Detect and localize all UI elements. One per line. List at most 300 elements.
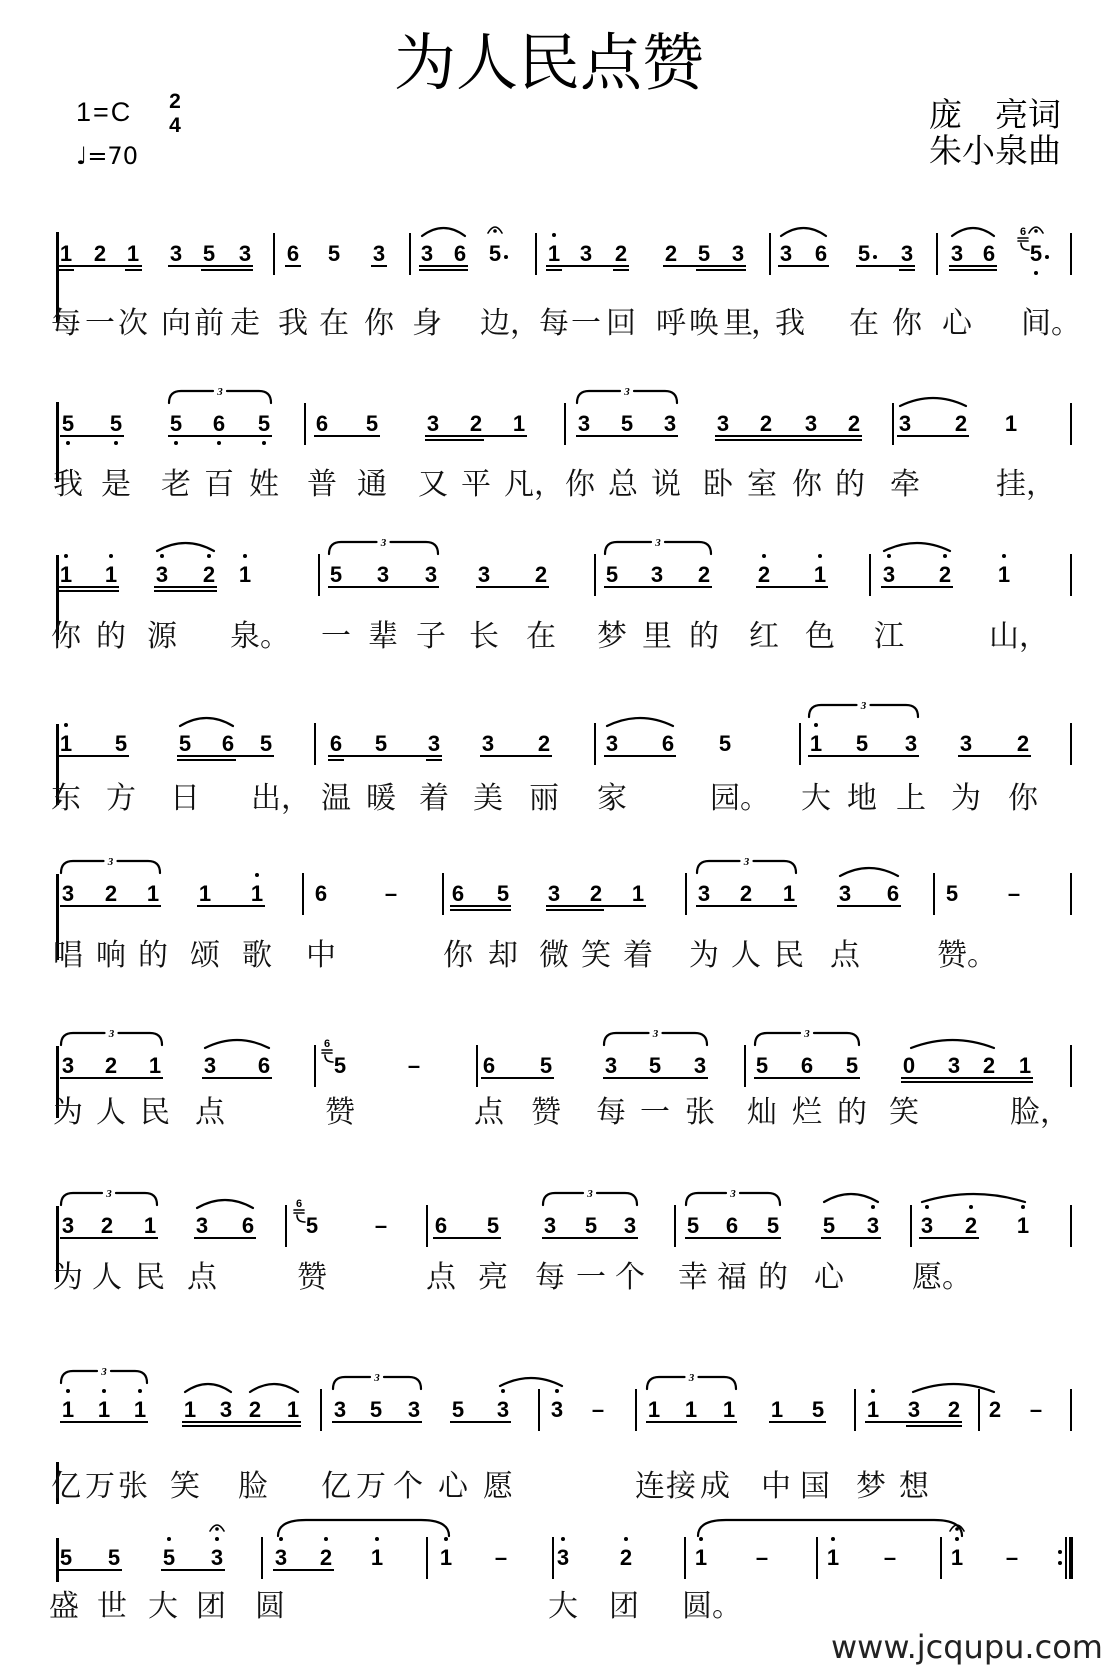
lyric-char: 的 [689,619,719,654]
note: 1 [809,731,823,756]
note: 6 [286,241,300,266]
note: 2 [469,411,483,436]
note: 3 [496,1397,510,1422]
note: 2 [757,562,771,587]
lyric-char: 。 [942,1260,972,1295]
lyric-char: 张 [685,1095,715,1130]
triplet-label: 3 [101,1366,107,1378]
lyric-char: 万 [85,1469,115,1504]
lyric-char: 团 [196,1589,226,1624]
lyric-char: 边 [480,306,510,341]
lyric-char: ， [751,306,781,341]
note: 1 [198,881,212,906]
note: 3 [210,1545,224,1570]
triplet-label: 3 [587,1188,593,1200]
sustain-dash: – [407,1053,421,1078]
lyric-char: 一 [576,1260,606,1295]
note: 1 [512,411,526,436]
note: 6 [982,241,996,266]
slur-icon [884,543,950,551]
note: 3 [779,241,793,266]
lyric-char: 为 [53,1260,83,1295]
note: 3 [543,1213,557,1238]
time-signature-denominator: 4 [169,114,181,137]
note: 1 [647,1397,661,1422]
note: 1 [770,1397,784,1422]
lyric-char: 个 [615,1260,645,1295]
note: 3 [169,241,183,266]
lyric-char: 我 [278,306,308,341]
note: 1 [59,241,73,266]
lyric-char: 江 [874,619,904,654]
lyric-char: 幸 [678,1260,708,1295]
lyric-char: 点 [830,938,860,973]
note: 2 [104,1053,118,1078]
time-signature-numerator: 2 [169,90,181,113]
note: 2 [93,241,107,266]
note: 5 [333,1053,347,1078]
slur-icon [500,1378,562,1386]
note: 3 [427,731,441,756]
sustain-dash: – [374,1213,388,1238]
lyric-char: 大 [148,1589,178,1624]
lyric-char: 亮 [478,1260,508,1295]
note: 1 [631,881,645,906]
note: 2 [954,411,968,436]
lyric-char: 民 [135,1260,165,1295]
lyric-char: 次 [118,306,148,341]
note: 6 [329,731,343,756]
note: 5 [169,411,183,436]
note: 3 [898,411,912,436]
grace-underline [322,1050,332,1053]
slur-icon [180,718,233,726]
note: 3 [604,1053,618,1078]
lyric-char: 向 [161,306,191,341]
note: 5 [755,1053,769,1078]
lyric-char: 身 [412,306,442,341]
lyric-char: 平 [461,467,491,502]
lyric-char: 里 [723,306,753,341]
note: 3 [623,1213,637,1238]
lyric-char: 温 [321,781,351,816]
lyric-char: 笑 [889,1095,919,1130]
lyric-char: ， [1019,619,1049,654]
note: 3 [866,1213,880,1238]
note: 1 [1016,1213,1030,1238]
lyric-char: 大 [801,781,831,816]
lyric-char: 我 [53,467,83,502]
notation-marks-layer [0,1340,1118,1430]
note: 3 [900,241,914,266]
sustain-dash: – [384,881,398,906]
notation-marks-layer [0,996,1118,1086]
lyric-char: 普 [307,467,337,502]
note: 5 [486,1213,500,1238]
lyric-char: 连 [635,1469,665,1504]
lyric-char: 的 [758,1260,788,1295]
note: 5 [327,241,341,266]
note: 5 [374,731,388,756]
slur-icon [422,228,465,236]
note: 1 [1004,411,1018,436]
lyric-char: 暖 [366,781,396,816]
lyric-char: 你 [565,467,595,502]
triplet-label: 3 [804,1028,810,1040]
lyric-char: 赞 [297,1260,327,1295]
lyric-char: 赞 [325,1095,355,1130]
note: 5 [584,1213,598,1238]
lyric-char: 出 [251,781,281,816]
note: 5 [857,241,871,266]
lyric-char: 的 [96,619,126,654]
note: 1 [866,1397,880,1422]
note: 1 [143,1213,157,1238]
lyric-char: 姓 [249,467,279,502]
lyric-char: ， [1040,1095,1070,1130]
lyric-char: 红 [749,619,779,654]
note: 5 [766,1213,780,1238]
sustain-dash: – [883,1545,897,1570]
grace-underline [1018,238,1028,241]
lyric-char: 。 [967,938,997,973]
note: 3 [407,1397,421,1422]
lyric-char: 你 [364,306,394,341]
triplet-label: 3 [743,856,750,868]
lyric-char: 回 [606,306,636,341]
note: 6 [221,731,235,756]
note: 2 [537,731,551,756]
triplet-label: 3 [108,1028,115,1040]
note: 6 [800,1053,814,1078]
note: 3 [731,241,745,266]
note: 2 [1016,731,1030,756]
note: 5 [488,241,502,266]
note: 1 [370,1545,384,1570]
lyric-char: 国 [800,1469,830,1504]
lyric-char: 里 [642,619,672,654]
triplet-label: 3 [217,386,223,398]
note: 3 [838,881,852,906]
note: 2 [964,1213,978,1238]
note: 1 [1018,1053,1032,1078]
notation-marks-layer [0,674,1118,764]
slur-icon [781,228,826,236]
lyric-char: 世 [97,1589,127,1624]
lyricist-credit: 庞 亮词 [929,95,1061,134]
note: 1 [782,881,796,906]
lyric-char: 点 [187,1260,217,1295]
grace-note: 6 [323,1038,331,1050]
note: 1 [61,1397,75,1422]
lyric-char: 你 [51,619,81,654]
note: 1 [286,1397,300,1422]
note: 5 [365,411,379,436]
notation-marks-layer [0,184,1118,274]
lyric-char: 梦 [856,1469,886,1504]
note: 2 [619,1545,633,1570]
lyric-char: 心 [942,306,972,341]
note: 3 [959,731,973,756]
lyric-char: 的 [835,467,865,502]
note: 6 [315,411,329,436]
lyric-char: 微 [539,938,569,973]
grace-note: 6 [295,1198,303,1210]
note: 1 [684,1397,698,1422]
note: 6 [257,1053,271,1078]
note: 5 [855,731,869,756]
lyric-char: 通 [357,467,387,502]
lyric-char: 个 [393,1469,423,1504]
note: 1 [59,731,73,756]
note: 5 [648,1053,662,1078]
note: 2 [100,1213,114,1238]
fermata-dot-icon [955,1527,959,1531]
lyric-char: 我 [775,306,805,341]
note: 2 [739,881,753,906]
note: 3 [577,411,591,436]
lyric-char: 前 [194,306,224,341]
note: 3 [716,411,730,436]
lyric-char: 山 [989,619,1019,654]
note: 3 [424,562,438,587]
note: 2 [847,411,861,436]
lyric-char: 凡 [504,467,534,502]
note: 1 [59,562,73,587]
lyric-char: 接 [666,1469,696,1504]
lyric-char: 却 [488,938,518,973]
triplet-label: 3 [106,1188,112,1200]
lyric-char: 你 [792,467,822,502]
lyric-char: 为 [53,1095,83,1130]
note: 2 [248,1397,262,1422]
lyric-char: 张 [118,1469,148,1504]
lyric-char: 每 [596,1095,626,1130]
grace-underline [294,1210,304,1213]
grace-slur-icon [325,1055,333,1062]
note: 1 [97,1397,111,1422]
lyric-char: 日 [170,781,200,816]
note: 2 [589,881,603,906]
lyric-char: 在 [849,306,879,341]
note: 3 [61,881,75,906]
grace-note: 6 [1019,226,1027,238]
note: 5 [178,731,192,756]
song-title: 为人民点赞 [393,26,704,99]
note: 5 [107,1545,121,1570]
note: 6 [886,881,900,906]
lyric-char: 愿 [483,1469,513,1504]
lyric-char: 走 [230,306,260,341]
note: 3 [907,1397,921,1422]
lyric-char: 间 [1021,306,1051,341]
slur-icon [840,868,898,876]
note: 3 [950,241,964,266]
lyric-char: 中 [761,1469,791,1504]
note: 3 [804,411,818,436]
note: 5 [620,411,634,436]
lyric-char: 一 [321,619,351,654]
lyric-char: 笑 [170,1469,200,1504]
note: 1 [148,1053,162,1078]
note: 1 [146,881,160,906]
triplet-label: 3 [380,537,387,549]
note: 5 [369,1397,383,1422]
lyric-char: 中 [306,938,336,973]
lyric-char: 点 [474,1095,504,1130]
note: 3 [481,731,495,756]
lyric-char: 又 [418,467,448,502]
lyric-char: 唱 [53,938,83,973]
note: 3 [420,241,434,266]
note: 6 [451,881,465,906]
note: 1 [238,562,252,587]
note: 5 [451,1397,465,1422]
lyric-char: 梦 [597,619,627,654]
note: 5 [718,731,732,756]
lyric-char: 在 [526,619,556,654]
note: 3 [904,731,918,756]
note: 2 [988,1397,1002,1422]
watermark-url: www.jcqupu.com [831,1628,1103,1666]
lyric-char: 一 [85,306,115,341]
lyric-char: 源 [147,619,177,654]
lyric-char: 的 [138,938,168,973]
lyric-char: 心 [438,1469,468,1504]
note: 6 [212,411,226,436]
slur-icon [922,1194,1025,1202]
lyric-char: 色 [805,619,835,654]
note: 1 [126,241,140,266]
lyric-char: 人 [731,938,761,973]
notation-marks-layer [0,354,1118,444]
note: 2 [664,241,678,266]
lyric-char: 赞 [531,1095,561,1130]
lyric-char: 你 [1008,781,1038,816]
lyric-char: 。 [740,781,770,816]
note: 1 [722,1397,736,1422]
note: 3 [61,1053,75,1078]
lyric-char: 着 [623,938,653,973]
note: 6 [434,1213,448,1238]
note: 1 [826,1545,840,1570]
lyric-char: 圆 [255,1589,285,1624]
triplet-label: 3 [860,700,867,712]
lyric-char: 室 [747,467,777,502]
lyric-char: 地 [847,781,877,816]
lyric-char: ， [281,781,311,816]
lyric-char: 辈 [368,619,398,654]
lyric-char: 人 [92,1260,122,1295]
lyric-char: 的 [837,1095,867,1130]
lyric-char: 烂 [792,1095,822,1130]
lyric-char: 福 [717,1260,747,1295]
note: 5 [259,731,273,756]
note: 2 [947,1397,961,1422]
note: 2 [982,1053,996,1078]
lyric-char: 一 [640,1095,670,1130]
fermata-dot-icon [493,229,497,233]
sustain-dash: – [494,1545,508,1570]
lyric-char: ， [510,306,540,341]
lyric-char: 民 [140,1095,170,1130]
note: 5 [1029,241,1043,266]
lyric-char: 长 [469,619,499,654]
lyric-char: 亿 [321,1469,351,1504]
lyric-char: 脸 [238,1469,268,1504]
note: 2 [534,562,548,587]
note: 5 [61,411,75,436]
lyric-char: 子 [416,619,446,654]
lyric-char: 笑 [581,938,611,973]
lyric-char: 方 [106,781,136,816]
lyric-char: 万 [356,1469,386,1504]
lyric-char: 颂 [190,938,220,973]
lyric-char: 心 [814,1260,844,1295]
triplet-label: 3 [655,537,661,549]
note: 5 [162,1545,176,1570]
note: 5 [845,1053,859,1078]
tie-icon [698,1520,962,1536]
note: 2 [319,1545,333,1570]
note: 3 [238,241,252,266]
note: 3 [155,562,169,587]
note: 5 [114,731,128,756]
lyric-char: 为 [951,781,981,816]
sustain-dash: – [591,1397,605,1422]
slur-icon [911,1040,994,1048]
note: 2 [202,562,216,587]
note: 2 [697,562,711,587]
note: 5 [539,1053,553,1078]
note: 5 [686,1213,700,1238]
lyric-char: 每 [51,306,81,341]
note: 2 [759,411,773,436]
lyric-char: 歌 [242,938,272,973]
composer-credit: 朱小泉曲 [929,131,1061,170]
key-signature: 1=C [76,97,133,127]
lyric-char: 想 [899,1469,929,1504]
note: 3 [61,1213,75,1238]
note: 3 [426,411,440,436]
note: 6 [453,241,467,266]
fermata-dot-icon [215,1527,219,1531]
lyric-char: 盛 [49,1589,79,1624]
lyric-char: 百 [204,467,234,502]
note: 3 [697,881,711,906]
note: 5 [329,562,343,587]
note: 5 [202,241,216,266]
note: 5 [697,241,711,266]
triplet-label: 3 [374,1372,380,1384]
note: 1 [250,881,264,906]
sustain-dash: – [1029,1397,1043,1422]
note: 1 [813,562,827,587]
note: 3 [333,1397,347,1422]
note: 5 [822,1213,836,1238]
note: 6 [482,1053,496,1078]
note: 5 [945,881,959,906]
lyric-char: 。 [1051,306,1081,341]
note: 1 [439,1545,453,1570]
note: 3 [920,1213,934,1238]
lyric-char: 卧 [703,467,733,502]
lyric-char: 愿 [912,1260,942,1295]
note: 1 [133,1397,147,1422]
note: 2 [614,241,628,266]
note: 1 [997,562,1011,587]
lyric-char: 上 [896,781,926,816]
